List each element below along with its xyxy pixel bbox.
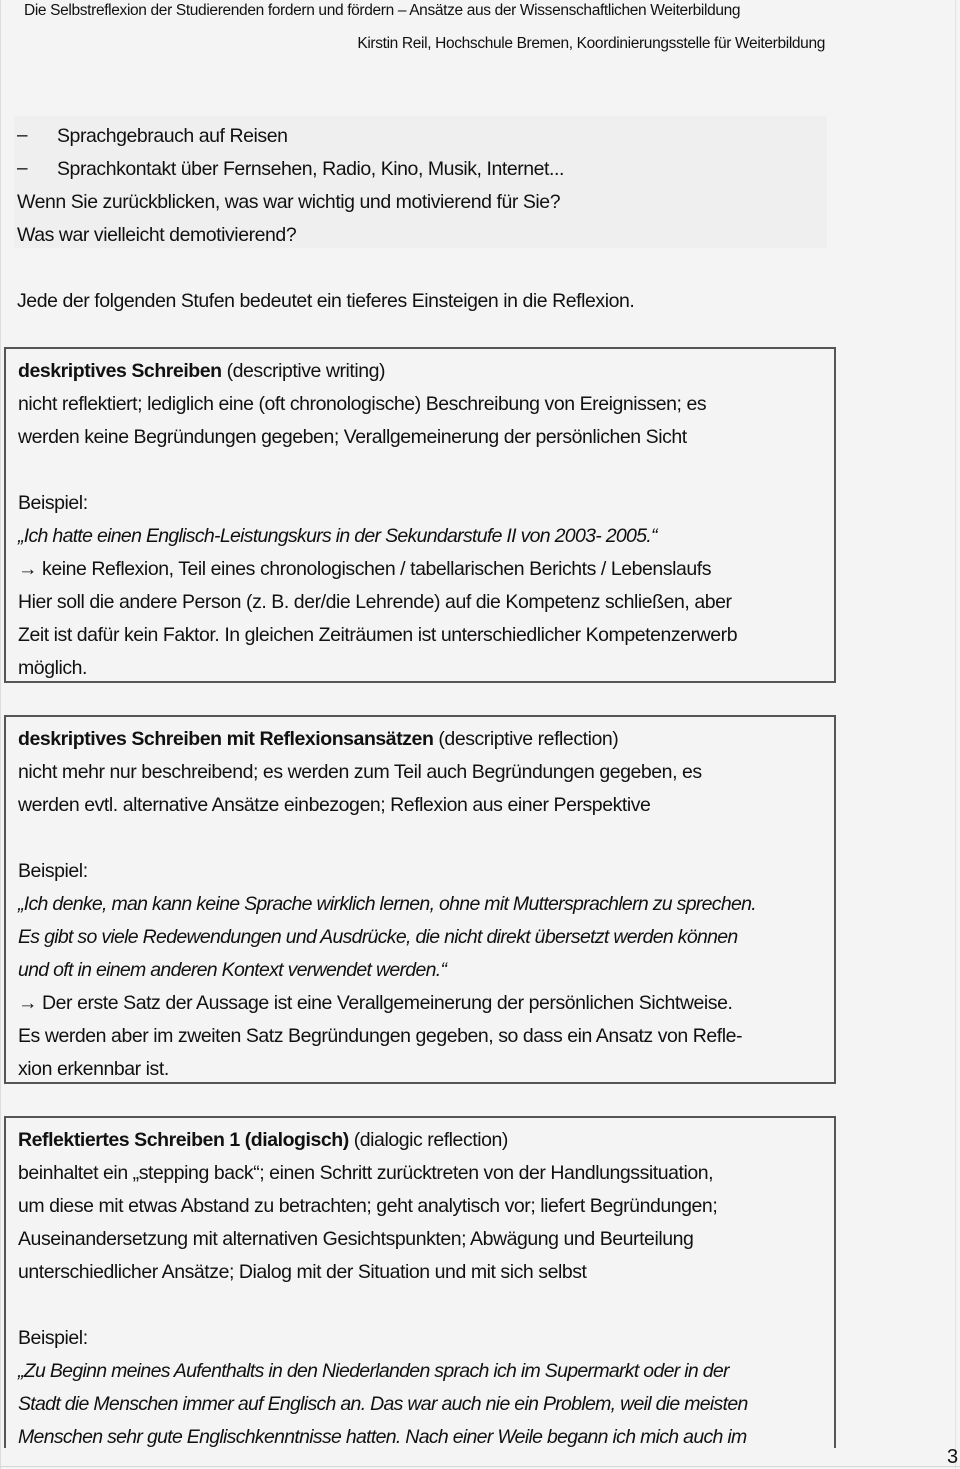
bullet-dash: –	[17, 158, 28, 179]
level-description: beinhaltet ein „stepping back“; einen Schritt zurücktreten von der Handlungssituation,	[18, 1162, 714, 1184]
example-commentary: → Der erste Satz der Aussage ist eine Verallgemeinerung der persönlichen Sichtweise.	[18, 992, 733, 1014]
level-title-de: deskriptives Schreiben mit Reflexionsansätzen	[18, 728, 434, 750]
level-title	[18, 359, 385, 383]
running-header-title: Die Selbstreflexion der Studierenden fordern und fördern – Ansätze aus der Wissenschaftlichen Weiterbildung	[24, 2, 741, 19]
example-quote: Stadt die Menschen immer auf Englisch an. Das war auch nie ein Problem, weil die meisten	[18, 1393, 748, 1415]
bullet-dash: –	[17, 125, 28, 146]
level-description: nicht reflektiert; lediglich eine (oft chronologische) Beschreibung von Ereignissen; es	[18, 393, 707, 415]
example-label: Beispiel:	[18, 860, 88, 882]
example-commentary: xion erkennbar ist.	[18, 1058, 169, 1080]
question-line: Wenn Sie zurückblicken, was war wichtig und motivierend für Sie?	[17, 191, 561, 213]
example-quote: und oft in einem anderen Kontext verwendet werden.“	[18, 959, 447, 981]
level-description: Auseinandersetzung mit alternativen Gesichtspunkten; Abwägung und Beurteilung	[18, 1228, 694, 1250]
level-title	[18, 1128, 508, 1152]
example-quote: Es gibt so viele Redewendungen und Ausdrücke, die nicht direkt übersetzt werden können	[18, 926, 738, 948]
level-description: werden keine Begründungen gegeben; Verallgemeinerung der persönlichen Sicht	[18, 426, 687, 448]
level-description: nicht mehr nur beschreibend; es werden zum Teil auch Begründungen gegeben, es	[18, 761, 702, 783]
example-quote: „Ich denke, man kann keine Sprache wirklich lernen, ohne mit Muttersprachlern zu sprechen.	[18, 893, 756, 915]
example-commentary: Hier soll die andere Person (z. B. der/die Lehrende) auf die Kompetenz schließen, aber	[18, 591, 732, 613]
level-title-en: (descriptive writing)	[221, 360, 386, 382]
example-commentary: Es werden aber im zweiten Satz Begründungen gegeben, so dass ein Ansatz von Refle-	[18, 1025, 743, 1047]
page-edge	[955, 0, 956, 1469]
example-quote: „Ich hatte einen Englisch-Leistungskurs in der Sekundarstufe II von 2003- 2005.“	[18, 525, 657, 547]
level-description: werden evtl. alternative Ansätze einbezogen; Reflexion aus einer Perspektive	[18, 794, 651, 816]
level-title-en: (descriptive reflection)	[433, 728, 619, 750]
example-label: Beispiel:	[18, 492, 88, 514]
arrow-right-icon: →	[18, 558, 38, 580]
page-edge	[0, 1466, 960, 1467]
level-description: um diese mit etwas Abstand zu betrachten; geht analytisch vor; liefert Begründungen;	[18, 1195, 718, 1217]
level-title	[18, 727, 618, 751]
level-box-descriptive-writing	[4, 347, 836, 683]
bullet-item: Sprachgebrauch auf Reisen	[57, 125, 288, 147]
example-quote: Menschen sehr gute Englischkenntnisse hatten. Nach einer Weile begann ich mich auch im	[18, 1426, 747, 1448]
level-title-de: deskriptives Schreiben	[18, 360, 222, 382]
page-edge	[0, 0, 1, 1469]
page-number: 3	[947, 1446, 959, 1468]
question-line: Was war vielleicht demotivierend?	[17, 224, 297, 246]
running-header-author: Kirstin Reil, Hochschule Bremen, Koordinierungsstelle für Weiterbildung	[357, 35, 825, 52]
level-description: unterschiedlicher Ansätze; Dialog mit der Situation und mit sich selbst	[18, 1261, 587, 1283]
example-label: Beispiel:	[18, 1327, 88, 1349]
transition-paragraph: Jede der folgenden Stufen bedeutet ein tieferes Einsteigen in die Reflexion.	[17, 290, 635, 312]
level-box-descriptive-reflection	[4, 715, 836, 1084]
level-box-dialogic-reflection	[4, 1116, 836, 1448]
bullet-item: Sprachkontakt über Fernsehen, Radio, Kino, Musik, Internet...	[57, 158, 564, 180]
arrow-right-icon: →	[18, 992, 38, 1014]
level-title-de: Reflektiertes Schreiben 1 (dialogisch)	[18, 1129, 349, 1151]
example-commentary: Zeit ist dafür kein Faktor. In gleichen Zeiträumen ist unterschiedlicher Kompetenzerwerb	[18, 624, 738, 646]
example-quote: „Zu Beginn meines Aufenthalts in den Niederlanden sprach ich im Supermarkt oder in der	[18, 1360, 729, 1382]
example-commentary: möglich.	[18, 657, 88, 679]
level-title-en: (dialogic reflection)	[348, 1129, 508, 1151]
example-commentary: → keine Reflexion, Teil eines chronologischen / tabellarischen Berichts / Lebenslaufs	[18, 558, 712, 580]
